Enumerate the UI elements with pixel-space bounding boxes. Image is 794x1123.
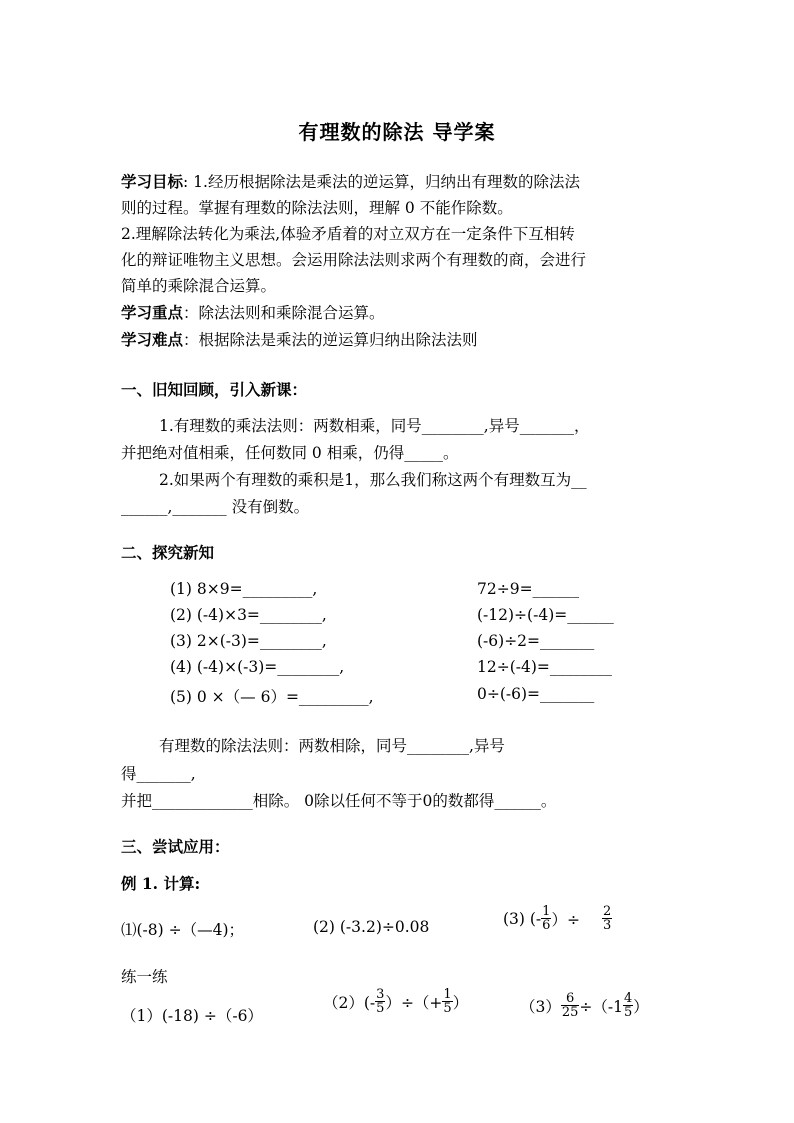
fraction [623,992,633,1019]
fraction [602,905,612,932]
numerator: 1 [443,987,452,1002]
exercise-right-4: 12÷(-4)=________ [477,658,612,676]
section2-heading: 二、探究新知 [121,544,215,562]
denominator: 25 [561,1005,579,1020]
section3-heading: 三、尝试应用： [121,838,230,856]
denominator: 3 [602,918,612,933]
exercise-left-1: (1) 8×9=_________, [170,580,318,598]
practice-2-mid: ）÷（+ [385,993,443,1012]
section1-item1-line-b: 并把绝对值相乘，任何数同 0 相乘，仍得_____。 [121,444,459,462]
numerator: 2 [602,904,612,919]
division-rule-line-c: 并把_____________相除。 0除以任何不等于0的数都得______。 [121,792,557,810]
numerator: 1 [542,904,551,919]
exercise-right-5: 0÷(-6)=_______ [477,685,595,703]
division-rule-line-a: 有理数的除法法则：两数相除，同号________,异号 [159,737,505,755]
objectives-line-2: 则的过程。掌握有理数的除法法则，理解 0 不能作除数。 [121,199,513,217]
fraction [442,988,452,1015]
numerator: 3 [376,987,385,1002]
practice-item-3 [520,992,649,1019]
division-rule-line-b: 得_______, [121,765,196,783]
denominator: 5 [624,1005,633,1020]
fraction [541,905,551,932]
exercise-left-2: (2) (-4)×3=________, [170,606,327,624]
example-3-prefix: (3) (- [503,909,542,928]
objectives-line-3: 2.理解除法转化为乘法,体验矛盾着的对立双方在一定条件下互相转 [121,225,575,243]
exercise-left-4: (4) (-4)×(-3)=________, [170,658,345,676]
objectives-line-5: 简单的乘除混合运算。 [121,277,277,295]
difficulty-text: ：根据除法是乘法的逆运算归纳出除法法则 [183,331,478,349]
example-item-2: (2) (-3.2)÷0.08 [313,918,430,936]
example-item-3 [503,905,612,932]
denominator: 5 [443,1001,452,1016]
key-point-text: ：除法法则和乘除混合运算。 [183,304,385,322]
denominator: 5 [376,1001,385,1016]
practice-item-2 [323,988,468,1015]
section1-item2-line-b: ______,_______ 没有倒数。 [121,498,310,516]
difficulty-line [121,328,478,350]
practice-3-prefix: （3） [520,997,561,1016]
numerator: 6 [561,992,580,1006]
fraction [375,988,385,1015]
exercise-right-1: 72÷9=______ [477,580,580,598]
difficulty-label: 学习难点 [121,331,184,349]
section1-item1-line-a: 1.有理数的乘法法则：两数相乘，同号________,异号_______， [159,417,590,435]
key-point-label: 学习重点 [121,304,184,322]
key-point-line [121,301,385,323]
numerator: 4 [624,991,633,1006]
exercise-right-2: (-12)÷(-4)=______ [477,606,614,624]
objectives-text-1: : 1.经历根据除法是乘法的逆运算，归纳出有理数的除法法 [183,173,580,191]
objectives-line-4: 化的辩证唯物主义思想。会运用除法法则求两个有理数的商，会进行 [121,251,587,269]
objectives-line-1 [121,170,580,192]
denominator: 6 [542,918,551,933]
section1-heading: 一、旧知回顾，引入新课： [121,381,308,399]
exercise-left-3: (3) 2×(-3)=________, [170,632,327,650]
fraction [561,992,580,1019]
exercise-right-3: (-6)÷2=_______ [477,632,595,650]
practice-2-end: ） [452,993,469,1012]
example-3-mid: ）÷ [551,910,580,929]
exercise-left-5: (5) 0 ×（— 6）=_________, [170,688,374,706]
example-label: 例 1. 计算: [121,874,201,893]
example-item-1: ⑴(-8) ÷（—4)； [121,921,245,939]
objectives-label: 学习目标 [121,173,184,191]
practice-3-mid: ÷（-1 [579,997,624,1016]
practice-label: 练一练 [121,968,168,986]
page-title: 有理数的除法 导学案 [298,120,496,144]
practice-item-1: （1）(-18) ÷（-6） [121,1007,263,1025]
practice-3-end: ） [633,997,649,1016]
section1-item2-line-a: 2.如果两个有理数的乘积是1，那么我们称这两个有理数互为__ [159,471,587,489]
practice-2-prefix: （2）(- [323,993,376,1012]
